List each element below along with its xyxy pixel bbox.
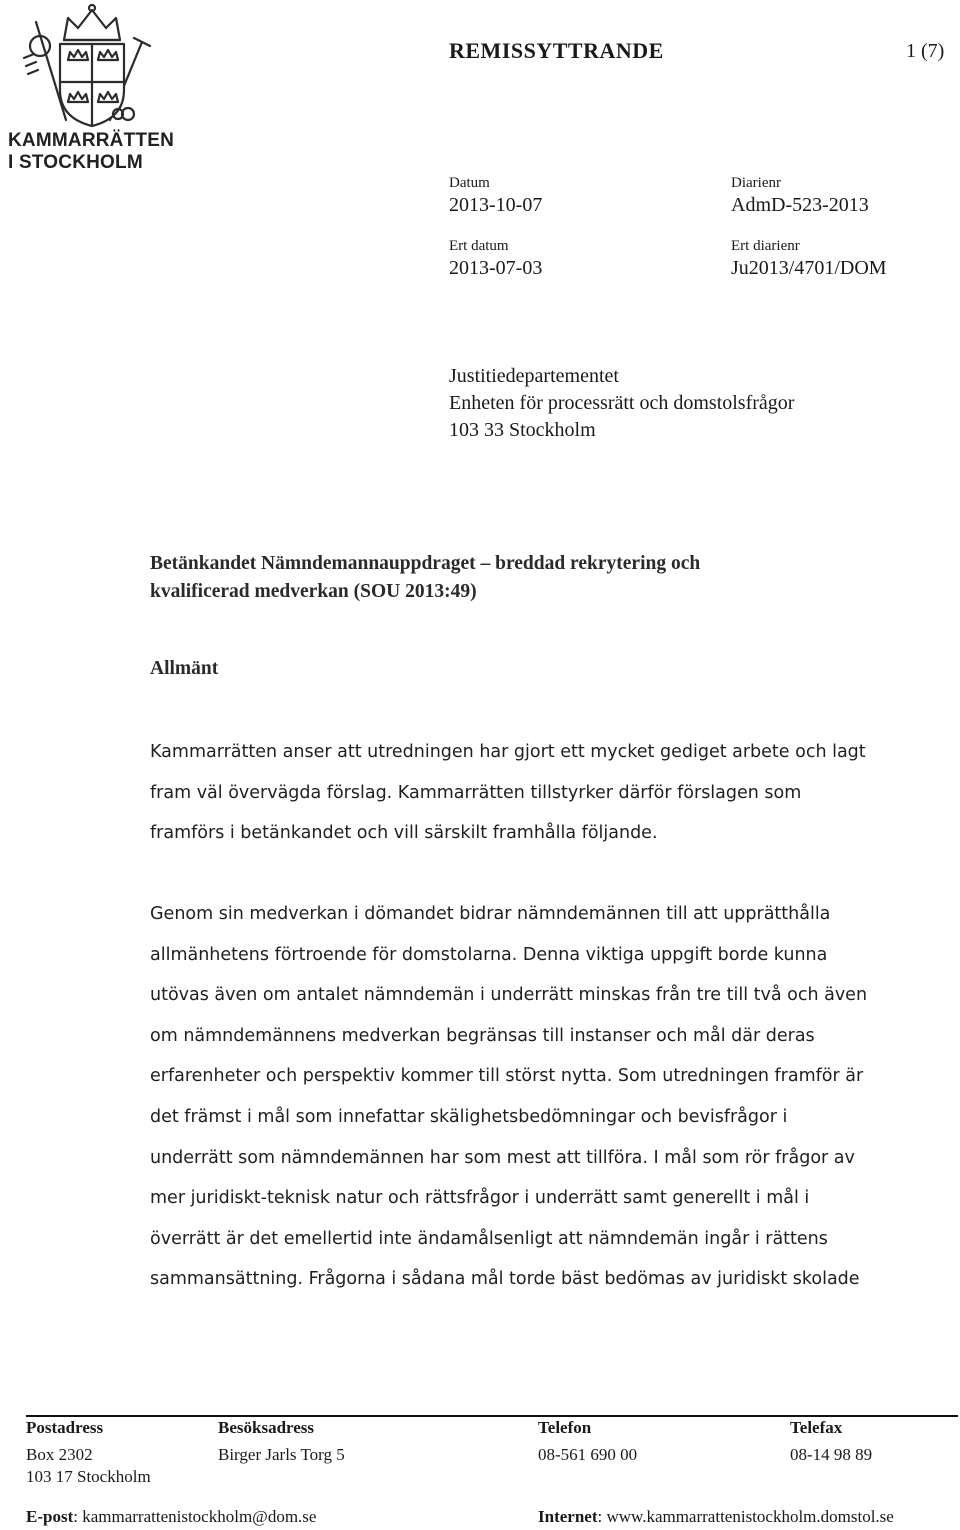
postadress-label: Postadress bbox=[26, 1418, 104, 1437]
paragraph-line: Kammarrätten anser att utredningen har gjort ett mycket gediget arbete och lagt bbox=[150, 742, 866, 762]
telefax-label: Telefax bbox=[790, 1418, 843, 1437]
ert-datum-label: Ert datum bbox=[449, 238, 509, 254]
telefon-label: Telefon bbox=[538, 1418, 592, 1437]
paragraph-2 bbox=[150, 894, 920, 1300]
recipient-address bbox=[449, 363, 794, 444]
datum-label: Datum bbox=[449, 175, 490, 191]
telefax-value: 08-14 98 89 bbox=[790, 1445, 873, 1464]
footer-divider bbox=[26, 1415, 958, 1417]
document-subject bbox=[150, 550, 700, 606]
epost-line: E-post: kammarrattenistockholm@dom.se bbox=[26, 1507, 317, 1526]
recipient-line: Enheten för processrätt och domstolsfrågor bbox=[449, 392, 795, 414]
paragraph-line: Genom sin medverkan i dömandet bidrar nämndemännen till att upprätthålla bbox=[150, 904, 831, 924]
paragraph-line: sammansättning. Frågorna i sådana mål torde bäst bedömas av juridiskt skolade bbox=[150, 1269, 860, 1290]
datum-value: 2013-10-07 bbox=[449, 194, 543, 216]
subject-line: kvalificerad medverkan (SOU 2013:49) bbox=[150, 581, 477, 602]
recipient-line: Justitiedepartementet bbox=[449, 365, 619, 387]
ert-datum-value: 2013-07-03 bbox=[449, 257, 543, 279]
internet-line: Internet: www.kammarrattenistockholm.domstol.se bbox=[538, 1507, 894, 1526]
paragraph-line: allmänhetens förtroende för domstolarna. Denna viktiga uppgift borde kunna bbox=[150, 944, 828, 965]
paragraph-line: utövas även om antalet nämndemän i underrätt minskas från tre till två och även bbox=[150, 985, 868, 1006]
epost-label: E-post bbox=[26, 1507, 74, 1526]
paragraph-line: om nämndemännens medverkan begränsas till instanser och mål där deras bbox=[150, 1025, 815, 1046]
subject-line: Betänkandet Nämndemannauppdraget – breddad rekrytering och bbox=[150, 553, 701, 574]
epost-link[interactable]: kammarrattenistockholm@dom.se bbox=[82, 1507, 317, 1526]
paragraph-line: framförs i betänkandet och vill särskilt framhålla följande. bbox=[150, 823, 658, 844]
court-name-logo-text bbox=[8, 130, 174, 174]
page-number: 1 (7) bbox=[906, 40, 945, 62]
diarienr-label: Diarienr bbox=[731, 175, 781, 191]
diarienr-value: AdmD-523-2013 bbox=[731, 194, 869, 216]
paragraph-line: erfarenheter och perspektiv kommer till störst nytta. Som utredningen framför är bbox=[150, 1066, 864, 1087]
besoksadress-value: Birger Jarls Torg 5 bbox=[218, 1445, 345, 1464]
paragraph-line: mer juridiskt-teknisk natur och rättsfrågor i underrätt samt generellt i mål i bbox=[150, 1188, 810, 1209]
postadress-line1: Box 2302 bbox=[26, 1445, 93, 1464]
ert-diarienr-label: Ert diarienr bbox=[731, 238, 800, 254]
paragraph-line: det främst i mål som innefattar skälighetsbedömningar och bevisfrågor i bbox=[150, 1106, 788, 1127]
logo-text-line1: KAMMARRÄTTEN bbox=[8, 130, 174, 151]
paragraph-line: överrätt är det emellertid inte ändamålsenligt att nämndemän ingår i rättens bbox=[150, 1228, 828, 1249]
section-heading: Allmänt bbox=[150, 658, 219, 679]
paragraph-1 bbox=[150, 732, 920, 854]
postadress-line2: 103 17 Stockholm bbox=[26, 1467, 151, 1486]
document-type: REMISSYTTRANDE bbox=[449, 38, 664, 63]
telefon-value: 08-561 690 00 bbox=[538, 1445, 638, 1464]
paragraph-line: fram väl övervägda förslag. Kammarrätten tillstyrker därför förslagen som bbox=[150, 782, 802, 803]
ert-diarienr-value: Ju2013/4701/DOM bbox=[731, 257, 887, 279]
besoksadress-label: Besöksadress bbox=[218, 1418, 315, 1437]
internet-label: Internet bbox=[538, 1507, 598, 1526]
logo-text-line2: I STOCKHOLM bbox=[8, 152, 143, 173]
recipient-line: 103 33 Stockholm bbox=[449, 419, 596, 441]
internet-link[interactable]: www.kammarrattenistockholm.domstol.se bbox=[606, 1507, 894, 1526]
paragraph-line: underrätt som nämndemännen har som mest att tillföra. I mål som rör frågor av bbox=[150, 1147, 855, 1168]
